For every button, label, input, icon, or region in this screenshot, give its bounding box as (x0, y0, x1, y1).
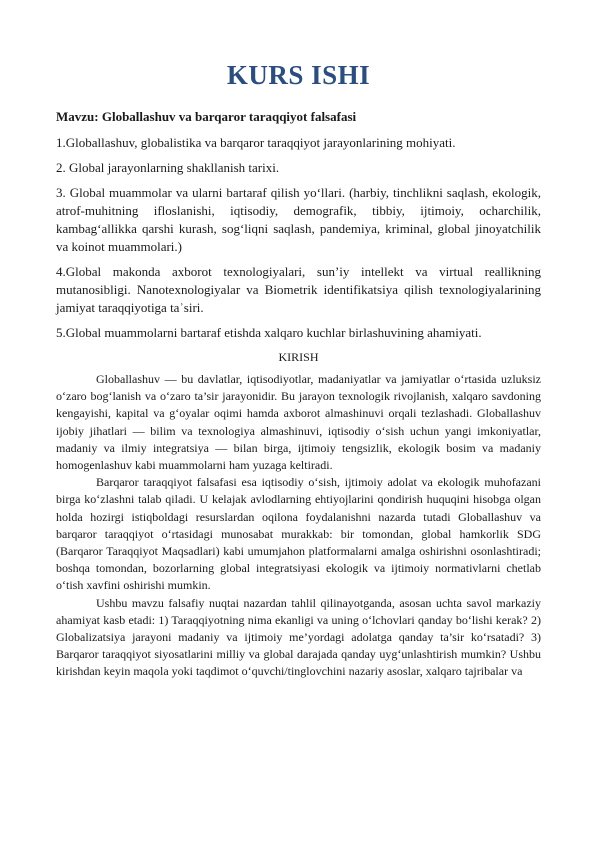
intro-paragraph-3: Ushbu mavzu falsafiy nuqtai nazardan tahlil qilinayotganda, asosan uchta savol markaziy ahamiyat kasb etadi: 1) Taraqqiyotning nima ekanligi va uning o‘lchovlari qanday bo‘lishi kerak? 2) Globalizatsiya jarayoni madaniy va ijtimoiy me’yordagi adolatga qanday ta’sir ko‘rsatadi? 3) Barqaror taraqqiyot siyosatlarini milliy va global darajada qanday uyg‘unlashtirish mumkin? Ushbu kirishdan keyin maqola yoki taqdimot o‘quvchi/tinglovchini nazariy asoslar, xalqaro tajribalar va (56, 595, 541, 679)
document-title: KURS ISHI (226, 60, 371, 90)
plan-item-3: 3. Global muammolar va ularni bartaraf qilish yo‘llari. (harbiy, tinchlikni saqlash, ekologik, atrof-muhitning ifloslanishi, iqtisodiy, demografik, tibbiy, ijtimoiy, ocharchilik, kambag‘allikka qarshi kurash, sog‘liqni saqlash, pandemiya, kriminal, global jinoyatchilik va koinot muammolari.) (56, 185, 541, 254)
plan-item-4: 4.Global makonda axborot texnologiyalari, sun’iy intellekt va virtual reallikning mutanosibligi. Nanotexnologiyalar va Biometrik identifikatsiya qilish texnologiyalarining jamiyat taraqqiyotiga taʾsiri. (56, 264, 541, 315)
intro-heading: KIRISH (278, 350, 319, 364)
plan-item-1: 1.Globallashuv, globalistika va barqaror taraqqiyot jarayonlarining mohiyati. (56, 135, 456, 150)
plan-item-5: 5.Global muammolarni bartaraf etishda xalqaro kuchlar birlashuvining ahamiyati. (56, 325, 482, 340)
topic-line: Mavzu: Globallashuv va barqaror taraqqiyot falsafasi (56, 109, 357, 124)
intro-paragraph-1: Globallashuv — bu davlatlar, iqtisodiyotlar, madaniyatlar va jamiyatlar o‘rtasida uzluksiz o‘zaro bog‘lanish va o‘zaro ta’sir jarayonidir. Bu jarayon texnologik rivojlanish, xalqaro savdoning kengayishi, kapital va g‘oyalar oqimi hamda axborot almashinuvi orqali tezlashadi. Globallashuv ijobiy jihatlari — bilim va texnologiya almashinuvi, iqtisodiy o‘sish uchun yangi imkoniyatlar, madaniy va ilmiy integratsiya — bilan birga, ijtimoiy tengsizlik, ekologik bosim va madaniy homogenlashuv kabi muammolarni ham yuzaga keltiradi. (56, 372, 541, 473)
plan-item-2: 2. Global jarayonlarning shakllanish tarixi. (56, 160, 280, 175)
intro-paragraph-2: Barqaror taraqqiyot falsafasi esa iqtisodiy o‘sish, ijtimoiy adolat va ekologik muhofazani birga ko‘zlashni talab qiladi. U kelajak avlodlarning ehtiyojlarini qondirish huquqini hisobga olgan holda hozirgi istiqboldagi resurslardan oqilona foydalanishni nazarda tutadi Globallashuv va barqaror taraqqiyot o‘rtasidagi munosabat murakkab: bir tomondan, global hamkorlik SDG (Barqaror Taraqqiyot Maqsadlari) kabi umumjahon platformalarni amalga oshirishni osonlashtiradi; boshqa tomondan, bozorlarning global integratsiyasi ekologik va ijtimoiy normativlarni chetlab o‘tish xavfini oshirishi mumkin. (56, 475, 541, 593)
